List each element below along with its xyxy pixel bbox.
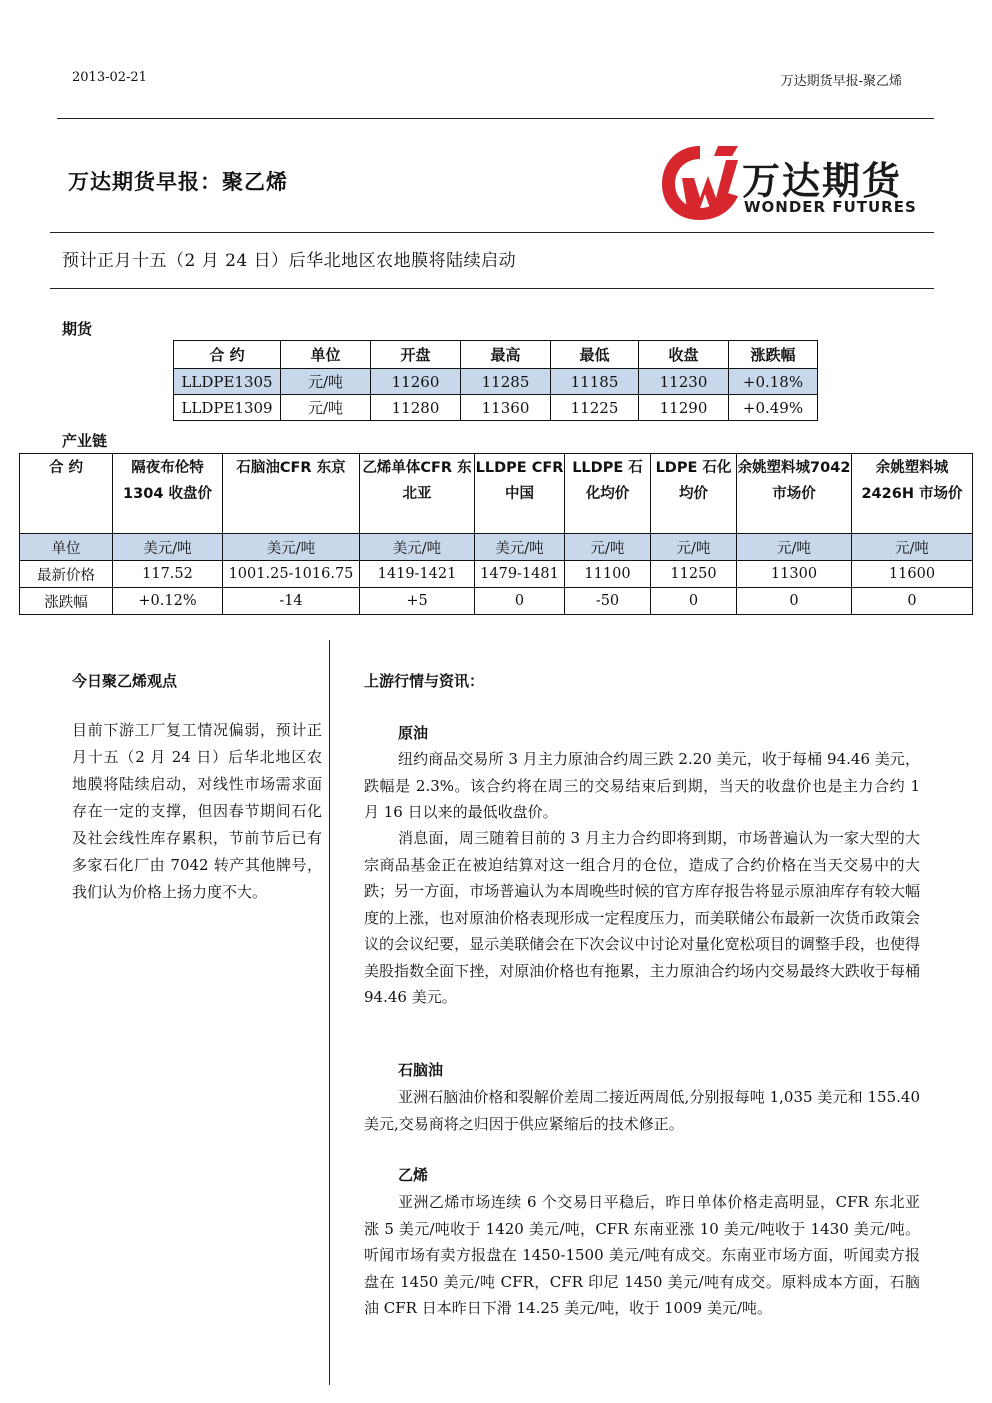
table-cell: 元/吨 [281,369,371,395]
table-cell: 元/吨 [737,534,852,561]
table-cell: 11185 [551,369,639,395]
outlook-body: 目前下游工厂复工情况偏弱，预计正月十五（2 月 24 日）后华北地区农地膜将陆续启动，对线性市场需求面存在一定的支撑，但因春节期间石化及社会线性库存累积，节前节后已有多家石化厂由 7042 转产其他牌号，我们认为价格上扬力度不大。 [72,721,322,901]
futures-header-cell: 收盘 [639,341,729,369]
futures-header-cell: 开盘 [371,341,461,369]
futures-table [173,340,818,421]
futures-header-cell: 合 约 [174,341,281,369]
ethylene-paragraph: 亚洲乙烯市场连续 6 个交易日平稳后，昨日单体价格走高明显，CFR 东北亚涨 5 美元/吨收于 1420 美元/吨，CFR 东南亚涨 10 美元/吨收于 1430 美元/吨。听闻市场有卖方报盘在 1450-1500 美元/吨有成交。东南亚市场方面，听闻卖方报盘在 1450 美元/吨 CFR，CFR 印尼 1450 美元/吨有成交。原料成本方面，石脑油 CFR 日本昨日下滑 14.25 美元/吨，收于 1009 美元/吨。 [364,1193,920,1317]
chain-header-cell: 隔夜布伦特1304 收盘价 [113,454,223,534]
table-cell: 11250 [651,561,737,588]
chain-header-cell: 余姚塑料城2426H 市场价 [852,454,973,534]
table-row [20,588,973,615]
table-cell: 涨跌幅 [20,588,113,615]
table-cell: 11290 [639,395,729,421]
table-cell: 元/吨 [281,395,371,421]
table-cell: 11225 [551,395,639,421]
chain-header-row [20,454,973,534]
crude-oil-paragraph-2: 消息面，周三随着目前的 3 月主力合约即将到期，市场普遍认为一家大型的大宗商品基金正在被迫结算对这一组合月的仓位，造成了合约价格在当天交易中的大跌；另一方面，市场普遍认为本周晚些时候的官方库存报告将显示原油库存有较大幅度的上涨，也对原油价格表现形成一定程度压力，而美联储公布最新一次货币政策会议的会议纪要，显示美联储会在下次会议中讨论对量化宽松项目的调整手段，也使得美股指数全面下挫，对原油价格也有拖累，主力原油合约场内交易最终大跌收于每桶 94.46 美元。 [364,829,920,1006]
headline: 预计正月十五（2 月 24 日）后华北地区农地膜将陆续启动 [62,251,517,271]
outlook-title: 今日聚乙烯观点 [72,672,178,690]
chain-section-label: 产业链 [62,432,108,450]
table-cell: 11600 [852,561,973,588]
table-cell: 美元/吨 [223,534,360,561]
table-cell: 11300 [737,561,852,588]
logo-name-en: WONDER FUTURES [744,198,917,216]
section-title-naphtha: 石脑油 [398,1061,444,1079]
table-cell: 元/吨 [852,534,973,561]
logo-name-cn: 万达期货 [742,159,903,203]
headline-divider [50,288,934,289]
table-cell: 元/吨 [565,534,651,561]
chain-header-cell: LLDPE CFR 中国 [475,454,565,534]
upstream-news-title: 上游行情与资讯： [364,672,485,690]
chain-header-cell: 余姚塑料城7042 市场价 [737,454,852,534]
section-title-ethylene: 乙烯 [398,1166,429,1184]
table-cell: 117.52 [113,561,223,588]
title-divider [50,232,934,233]
table-row [174,369,818,395]
table-cell: 1479-1481 [475,561,565,588]
chain-header-cell: LLDPE 石化均价 [565,454,651,534]
crude-oil-paragraph-1: 纽约商品交易所 3 月主力原油合约周三跌 2.20 美元，收于每桶 94.46 美元，跌幅是 2.3%。该合约将在周三的交易结束后到期，当天的收盘价也是主力合约 1 月 16 日以来的最低收盘价。 [364,750,920,821]
table-cell: 11285 [461,369,551,395]
table-cell: 11100 [565,561,651,588]
table-cell: 美元/吨 [475,534,565,561]
table-cell: LLDPE1309 [174,395,281,421]
table-cell: 美元/吨 [113,534,223,561]
table-cell: 11230 [639,369,729,395]
futures-header-cell: 单位 [281,341,371,369]
table-cell: -50 [565,588,651,615]
table-cell: 0 [475,588,565,615]
chain-header-cell: 乙烯单体CFR 东北亚 [360,454,475,534]
industry-chain-table [19,453,973,615]
table-cell: 最新价格 [20,561,113,588]
header-divider [57,118,934,119]
table-cell: 1419-1421 [360,561,475,588]
table-cell: 11360 [461,395,551,421]
table-cell: 元/吨 [651,534,737,561]
table-cell: 单位 [20,534,113,561]
table-cell: 美元/吨 [360,534,475,561]
futures-header-row [174,341,818,369]
chain-header-cell: 合 约 [20,454,113,534]
chain-header-cell: 石脑油CFR 东京 [223,454,360,534]
table-row [174,395,818,421]
table-cell: LLDPE1305 [174,369,281,395]
section-title-crude-oil: 原油 [398,724,429,742]
naphtha-paragraph: 亚洲石脑油价格和裂解价差周二接近两周低,分别报每吨 1,035 美元和 155.40 美元,交易商将之归因于供应紧缩后的技术修正。 [364,1088,920,1133]
chain-header-cell: LDPE 石化均价 [651,454,737,534]
report-title: 万达期货早报：聚乙烯 [68,170,288,194]
futures-header-cell: 最低 [551,341,639,369]
futures-header-cell: 涨跌幅 [729,341,818,369]
column-divider [329,640,330,1385]
table-row [20,534,973,561]
futures-header-cell: 最高 [461,341,551,369]
table-cell: +0.49% [729,395,818,421]
table-cell: 0 [737,588,852,615]
table-row [20,561,973,588]
table-cell: 1001.25-1016.75 [223,561,360,588]
report-date: 2013-02-21 [72,70,147,85]
table-cell: +5 [360,588,475,615]
table-cell: +0.18% [729,369,818,395]
table-cell: +0.12% [113,588,223,615]
table-cell: 0 [651,588,737,615]
futures-section-label: 期货 [62,320,93,338]
table-cell: 11260 [371,369,461,395]
table-cell: 11280 [371,395,461,421]
table-cell: 0 [852,588,973,615]
table-cell: -14 [223,588,360,615]
running-header-title: 万达期货早报-聚乙烯 [780,74,902,89]
